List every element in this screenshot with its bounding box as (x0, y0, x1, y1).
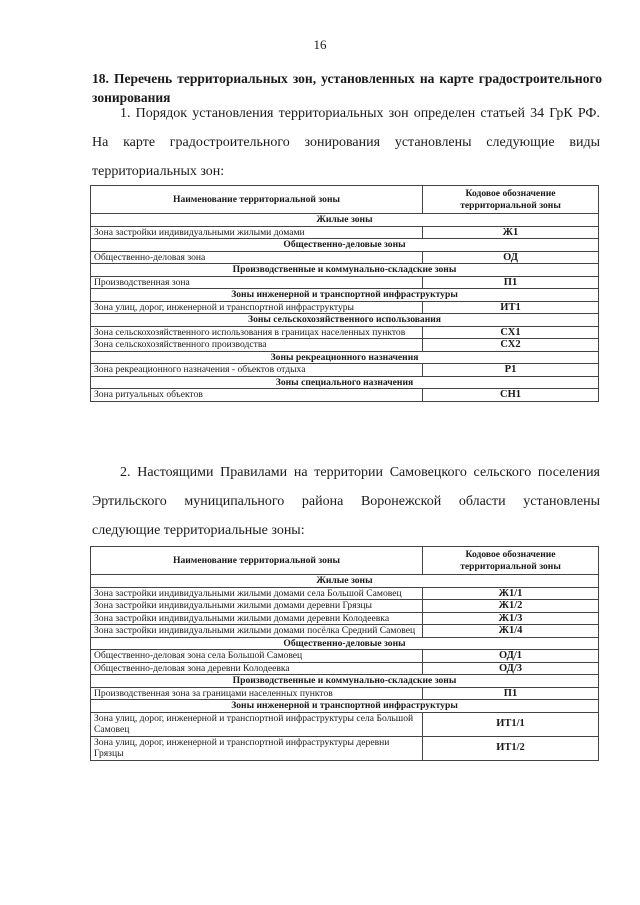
group-row (91, 289, 599, 302)
zone-code: СХ2 (423, 339, 599, 352)
table-row (91, 251, 599, 264)
header-zone-name: Наименование территориальной зоны (91, 186, 423, 214)
group-row (91, 314, 599, 327)
zone-code: СН1 (423, 389, 599, 402)
zone-code: Ж1/2 (423, 600, 599, 613)
table-row (91, 650, 599, 663)
zone-code: Р1 (423, 364, 599, 377)
group-row (91, 637, 599, 650)
table-row (91, 600, 599, 613)
zone-code: Ж1/3 (423, 612, 599, 625)
table-row (91, 389, 599, 402)
zone-name: Общественно-деловая зона села Большой Самовец (91, 650, 423, 663)
table-row (91, 662, 599, 675)
table-header-row (91, 547, 599, 575)
zone-code: ОД (423, 251, 599, 264)
zone-name: Зона застройки индивидуальными жилыми домами деревни Колодеевка (91, 612, 423, 625)
zones-table-1 (90, 185, 599, 402)
zone-code: ИТ1 (423, 301, 599, 314)
table-row (91, 612, 599, 625)
zone-group-title: Жилые зоны (91, 214, 599, 227)
group-row (91, 264, 599, 277)
zone-name: Зона застройки индивидуальными жилыми домами деревни Грязцы (91, 600, 423, 613)
zone-name: Зона рекреационного назначения - объектов отдыха (91, 364, 423, 377)
group-row (91, 351, 599, 364)
paragraph-1 (92, 99, 600, 186)
table-1-body (91, 214, 599, 402)
table-row (91, 301, 599, 314)
group-row (91, 700, 599, 713)
zone-code: П1 (423, 687, 599, 700)
zone-name: Зона улиц, дорог, инженерной и транспортной инфраструктуры деревни Грязцы (91, 736, 423, 760)
zone-code: Ж1/1 (423, 587, 599, 600)
zone-name: Зона сельскохозяйственного использования в границах населенных пунктов (91, 326, 423, 339)
paragraph-1-text: 1. Порядок установления территориальных зон определен статьей 34 ГрК РФ. На карте градостроительного зонирования установлены следующие виды территориальных зон: (92, 106, 600, 179)
group-row (91, 376, 599, 389)
zone-name: Зона сельскохозяйственного производства (91, 339, 423, 352)
table-row (91, 687, 599, 700)
zone-group-title: Производственные и коммунально-складские зоны (91, 675, 599, 688)
table-row (91, 226, 599, 239)
group-row (91, 675, 599, 688)
zone-group-title: Общественно-деловые зоны (91, 239, 599, 252)
header-zone-name: Наименование территориальной зоны (91, 547, 423, 575)
zone-group-title: Зоны специального назначения (91, 376, 599, 389)
zone-name: Зона застройки индивидуальными жилыми домами посёлка Средний Самовец (91, 625, 423, 638)
zone-name: Зона улиц, дорог, инженерной и транспортной инфраструктуры (91, 301, 423, 314)
zone-code: ИТ1/2 (423, 736, 599, 760)
table-2-body (91, 575, 599, 761)
group-row (91, 575, 599, 588)
group-row (91, 239, 599, 252)
zone-code: Ж1/4 (423, 625, 599, 638)
zone-group-title: Зоны сельскохозяйственного использования (91, 314, 599, 327)
zone-name: Производственная зона (91, 276, 423, 289)
zone-code: ОД/3 (423, 662, 599, 675)
table-row (91, 736, 599, 760)
table-row (91, 326, 599, 339)
table-row (91, 587, 599, 600)
zone-name: Производственная зона за границами населенных пунктов (91, 687, 423, 700)
table-row (91, 339, 599, 352)
zone-code: ОД/1 (423, 650, 599, 663)
paragraph-2 (92, 458, 600, 545)
zone-name: Общественно-деловая зона деревни Колодеевка (91, 662, 423, 675)
zone-code: Ж1 (423, 226, 599, 239)
section-heading: 18. Перечень территориальных зон, установленных на карте градостроительного зонирования (92, 71, 602, 105)
zone-group-title: Зоны инженерной и транспортной инфраструктуры (91, 289, 599, 302)
zone-code: СХ1 (423, 326, 599, 339)
table-row (91, 625, 599, 638)
table-header-row (91, 186, 599, 214)
table-row (91, 364, 599, 377)
zone-name: Зона ритуальных объектов (91, 389, 423, 402)
zone-code: ИТ1/1 (423, 712, 599, 736)
header-zone-code: Кодовое обозначение территориальной зоны (423, 186, 599, 214)
zone-code: П1 (423, 276, 599, 289)
group-row (91, 214, 599, 227)
table-row (91, 712, 599, 736)
zone-group-title: Зоны инженерной и транспортной инфраструктуры (91, 700, 599, 713)
header-zone-code: Кодовое обозначение территориальной зоны (423, 547, 599, 575)
zone-group-title: Производственные и коммунально-складские зоны (91, 264, 599, 277)
zone-name: Общественно-деловая зона (91, 251, 423, 264)
paragraph-2-text: 2. Настоящими Правилами на территории Самовецкого сельского поселения Эртильского муниципального района Воронежской области установлены следующие территориальные зоны: (92, 465, 600, 538)
zone-group-title: Общественно-деловые зоны (91, 637, 599, 650)
zone-group-title: Зоны рекреационного назначения (91, 351, 599, 364)
page-number: 16 (313, 37, 327, 52)
table-row (91, 276, 599, 289)
zone-name: Зона застройки индивидуальными жилыми домами села Большой Самовец (91, 587, 423, 600)
zone-name: Зона улиц, дорог, инженерной и транспортной инфраструктуры села Большой Самовец (91, 712, 423, 736)
zone-name: Зона застройки индивидуальными жилыми домами (91, 226, 423, 239)
zone-group-title: Жилые зоны (91, 575, 599, 588)
zones-table-2 (90, 546, 599, 761)
